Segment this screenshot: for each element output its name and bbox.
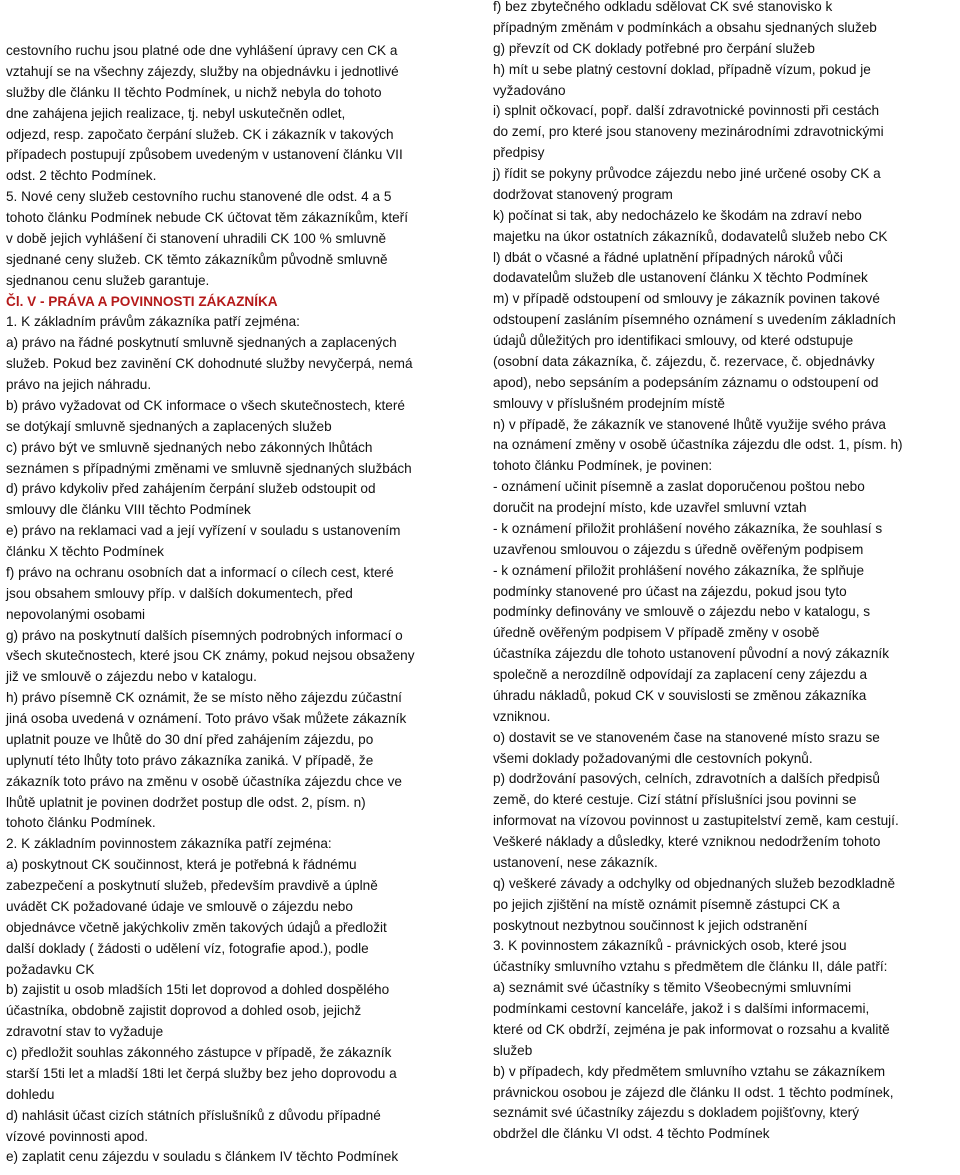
text-line: podmínky definovány ve smlouvě o zájezdu nebo v katalogu, s xyxy=(493,604,871,620)
text-line: tohoto článku Podmínek nebude CK účtovat těm zákazníkům, kteří xyxy=(6,210,408,225)
text-line: a) právo na řádné poskytnutí smluvně sjednaných a zaplacených xyxy=(6,335,397,351)
text-line: úředně ověřeným podpisem V případě změny v osobě xyxy=(493,625,820,641)
text-line: účastníka zájezdu dle tohoto ustanovení původní a nový zákazník xyxy=(493,646,889,662)
text-line: služby dle článku II těchto Podmínek, u nichž nebyla do tohoto xyxy=(6,84,382,100)
text-line: b) zajistit u osob mladších 15ti let doprovod a dohled dospělého xyxy=(6,982,390,998)
text-line: 3. K povinnostem zákazníků - právnických osob, které jsou xyxy=(493,938,847,954)
text-line: dne zahájena jejich realizace, tj. nebyl uskutečněn odlet, xyxy=(6,105,346,121)
text-line: zdravotní stav to vyžaduje xyxy=(6,1024,164,1040)
text-line: c) předložit souhlas zákonného zástupce v případě, že zákazník xyxy=(6,1045,392,1060)
text-line: b) v případech, kdy předmětem smluvního vztahu se zákazníkem xyxy=(493,1063,886,1079)
text-line: účastníky smluvního vztahu s předmětem dle článku II, dále patří: xyxy=(493,959,888,975)
text-line: dodržovat stanovený program xyxy=(493,186,673,202)
text-line: na oznámení změny v osobě účastníka zájezdu dle odst. 1, písm. h) xyxy=(493,437,903,453)
text-line: 2. K základním povinnostem zákazníka patří zejména: xyxy=(6,836,332,852)
text-line: jiná osoba uvedená v oznámení. Toto právo však můžete zákazník xyxy=(6,711,407,726)
text-line: odjezd, resp. započato čerpání služeb. CK i zákazník v takových xyxy=(6,126,394,142)
text-line: informovat na vízovou povinnost u zastupitelství země, kam cestují. xyxy=(493,813,899,829)
text-line: služeb xyxy=(493,1042,533,1058)
text-line: a) poskytnout CK součinnost, která je potřebná k řádnému xyxy=(6,857,357,873)
text-line: a) seznámit své účastníky s těmito Všeobecnými smluvními xyxy=(493,980,852,996)
text-line: po jejich zjištění na místě oznámit písemně zástupci CK a xyxy=(493,896,840,912)
text-line: zákazník toto právo na změnu v osobě účastníka zájezdu chce ve xyxy=(6,773,402,789)
text-line: Veškeré náklady a důsledky, které vzniknou nedodržením tohoto xyxy=(493,834,881,849)
text-line: e) zaplatit cenu zájezdu v souladu s článkem IV těchto Podmínek xyxy=(6,1149,399,1165)
text-line: objednávce včetně jakýchkoliv změn takových údajů a předložit xyxy=(6,919,387,935)
right-column xyxy=(493,0,955,1145)
text-line: - k oznámení přiložit prohlášení nového zákazníka, že splňuje xyxy=(493,562,865,578)
text-line: b) právo vyžadovat od CK informace o všech skutečnostech, které xyxy=(6,397,405,413)
text-line: f) bez zbytečného odkladu sdělovat CK své stanovisko k xyxy=(493,0,833,14)
text-line: právo na jejich náhradu. xyxy=(6,377,152,392)
text-line: účastníka, obdobně zajistit doprovod a dohled osob, jejichž xyxy=(6,1003,362,1019)
text-line: c) právo být ve smluvně sjednaných nebo zákonných lhůtách xyxy=(6,439,373,455)
text-line: již ve smlouvě o zájezdu nebo v katalogu. xyxy=(6,669,257,685)
text-line: tohoto článku Podmínek. xyxy=(6,815,156,831)
text-line: v době jejich vyhlášení či stanovení uhradili CK 100 % smluvně xyxy=(6,230,387,246)
text-line: vízové povinnosti apod. xyxy=(6,1128,149,1144)
text-line: vzniknou. xyxy=(493,708,551,724)
text-line: zabezpečení a poskytnutí služeb, především pravdivě a úplně xyxy=(6,878,378,893)
text-line: (osobní data zákazníka, č. zájezdu, č. rezervace, č. objednávky xyxy=(493,353,875,369)
text-line: poskytnout nezbytnou součinnost k jejich odstranění xyxy=(493,917,808,933)
text-line: lhůtě uplatnit je povinen dodržet postup dle odst. 2, písm. n) xyxy=(6,794,366,810)
text-line: nepovolanými osobami xyxy=(6,606,146,622)
text-line: sjednané ceny služeb. CK těmto zákazníkům původně smluvně xyxy=(6,251,388,267)
text-line: h) právo písemně CK oznámit, že se místo něho zájezdu zúčastní xyxy=(6,690,402,706)
text-line: článku X těchto Podmínek xyxy=(6,544,164,559)
text-line: 1. K základním právům zákazníka patří zejména: xyxy=(6,314,300,330)
section-heading: Čl. V - PRÁVA A POVINNOSTI ZÁKAZNÍKA xyxy=(6,293,278,309)
text-line: uzavřenou smlouvou o zájezdu s úředně ověřeným podpisem xyxy=(493,541,864,557)
text-line: - oznámení učinit písemně a zaslat doporučenou poštou nebo xyxy=(493,479,865,495)
text-line: p) dodržování pasových, celních, zdravotních a dalších předpisů xyxy=(493,771,880,787)
text-line: údajů důležitých pro identifikaci smlouvy, od které odstupuje xyxy=(493,333,854,348)
text-line: uplatnit pouze ve lhůtě do 30 dní před zahájením zájezdu, po xyxy=(6,731,374,747)
text-line: 5. Nové ceny služeb cestovního ruchu stanovené dle odst. 4 a 5 xyxy=(6,189,392,205)
text-line: společně a nerozdílně odpovídají za zaplacení ceny zájezdu a xyxy=(493,667,868,682)
text-line: d) nahlásit účast cizích státních příslušníků z důvodu případné xyxy=(6,1107,381,1123)
text-line: tohoto článku Podmínek, je povinen: xyxy=(493,458,713,474)
text-line: úhradu nákladů, pokud CK v souvislosti se změnou zákazníka xyxy=(493,687,867,703)
text-line: země, do které cestuje. Cizí státní příslušníci jsou povinni se xyxy=(493,792,857,808)
text-line: odstoupení zasláním písemného oznámení s uvedením základních xyxy=(493,312,896,328)
text-line: l) dbát o včasné a řádné uplatnění případných nároků vůči xyxy=(493,249,843,265)
text-line: uvádět CK požadované údaje ve smlouvě o zájezdu nebo xyxy=(6,898,353,914)
text-line: všemi doklady požadovanými dle cestovních pokynů. xyxy=(493,750,813,766)
text-line: - k oznámení přiložit prohlášení nového zákazníka, že souhlasí s xyxy=(493,520,883,536)
text-line: jsou obsahem smlouvy příp. v dalších dokumentech, před xyxy=(6,585,353,601)
text-line: d) právo kdykoliv před zahájením čerpání služeb odstoupit od xyxy=(6,481,376,497)
text-line: předpisy xyxy=(493,145,545,161)
text-line: podmínkami cestovní kanceláře, jakož i s dalšími informacemi, xyxy=(493,1001,870,1016)
text-line: smlouvy v příslušném prodejním místě xyxy=(493,395,725,411)
text-line: uplynutí této lhůty toto právo zákazníka zaniká. V případě, že xyxy=(6,752,374,768)
text-line: další doklady ( žádosti o udělení víz, fotografie apod.), podle xyxy=(6,940,369,956)
text-line: odst. 2 těchto Podmínek. xyxy=(6,168,157,184)
text-line: do zemí, pro které jsou stanoveny mezinárodními zdravotnickými xyxy=(493,124,884,140)
text-line: služeb. Pokud bez zavinění CK dohodnuté služby nevyčerpá, nemá xyxy=(6,356,413,372)
text-line: podmínky stanovené pro účast na zájezdu, pokud jsou tyto xyxy=(493,583,847,599)
text-line: k) počínat si tak, aby nedocházelo ke škodám na zdraví nebo xyxy=(493,207,862,223)
text-line: e) právo na reklamaci vad a její vyřízení v souladu s ustanovením xyxy=(6,523,401,539)
text-line: q) veškeré závady a odchylky od objednaných služeb bezodkladně xyxy=(493,875,896,891)
text-line: dohledu xyxy=(6,1086,55,1102)
text-line: g) právo na poskytnutí dalších písemných podrobných informací o xyxy=(6,627,403,643)
text-line: seznámen s případnými změnami ve smluvně sjednaných službách xyxy=(6,460,412,476)
text-line: j) řídit se pokyny průvodce zájezdu nebo jiné určené osoby CK a xyxy=(493,166,881,181)
text-line: všech skutečnostech, které jsou CK známy, pokud nejsou obsaženy xyxy=(6,648,415,664)
text-line: které od CK obdrží, zejména je pak informovat o rozsahu a kvalitě xyxy=(493,1021,890,1037)
text-line: vztahují se na všechny zájezdy, služby na objednávku i jednotlivé xyxy=(6,63,399,79)
text-line: se dotýkají smluvně sjednaných a zaplacených služeb xyxy=(6,418,332,434)
left-column xyxy=(6,41,468,1168)
text-line: i) splnit očkovací, popř. další zdravotnické povinnosti při cestách xyxy=(493,103,880,119)
text-line: m) v případě odstoupení od smlouvy je zákazník povinen takové xyxy=(493,291,880,307)
text-line: dodavatelům služeb dle ustanovení článku X těchto Podmínek xyxy=(493,270,868,286)
text-line: vyžadováno xyxy=(493,82,566,98)
text-line: doručit na prodejní místo, kde uzavřel smluvní vztah xyxy=(493,500,807,515)
text-line: právnickou osobou je zájezd dle článku II odst. 1 těchto podmínek, xyxy=(493,1084,894,1100)
text-line: požadavku CK xyxy=(6,961,95,977)
text-line: případným změnám v podmínkách a obsahu sjednaných služeb xyxy=(493,19,877,35)
text-line: ustanovení, nese zákazník. xyxy=(493,854,658,870)
text-line: starší 15ti let a mladší 18ti let čerpá služby bez jeho doprovodu a xyxy=(6,1065,397,1081)
text-line: sjednanou cenu služeb garantuje. xyxy=(6,272,210,288)
text-line: obdržel dle článku VI odst. 4 těchto Podmínek xyxy=(493,1126,770,1142)
text-line: případech postupují způsobem uvedeným v ustanovení článku VII xyxy=(6,147,403,163)
text-line: smlouvy dle článku VIII těchto Podmínek xyxy=(6,502,251,518)
text-line: majetku na úkor ostatních zákazníků, dodavatelů služeb nebo CK xyxy=(493,228,888,244)
text-line: g) převzít od CK doklady potřebné pro čerpání služeb xyxy=(493,40,815,56)
text-line: f) právo na ochranu osobních dat a informací o cílech cest, které xyxy=(6,564,394,580)
text-line: o) dostavit se ve stanoveném čase na stanovené místo srazu se xyxy=(493,729,880,745)
text-line: n) v případě, že zákazník ve stanovené lhůtě využije svého práva xyxy=(493,416,886,432)
text-line: cestovního ruchu jsou platné ode dne vyhlášení úpravy cen CK a xyxy=(6,43,398,58)
text-line: h) mít u sebe platný cestovní doklad, případně vízum, pokud je xyxy=(493,61,871,77)
text-line: apod), nebo sepsáním a podepsáním záznamu o odstoupení od xyxy=(493,374,879,390)
text-line: seznámit své účastníky zájezdu s dokladem pojišťovny, který xyxy=(493,1105,859,1121)
